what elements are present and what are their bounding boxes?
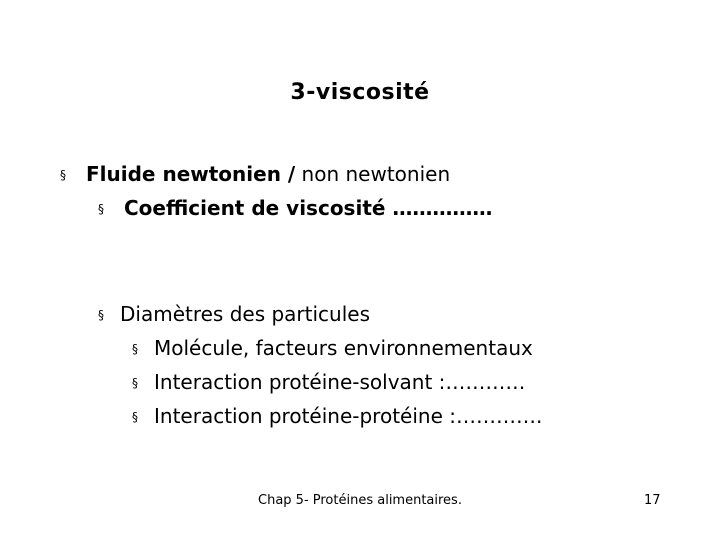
bullet-item-bold-text: Coefficient de viscosité …………… [124, 196, 493, 220]
bullet-item-text: non newtonien [295, 162, 451, 186]
bullet-item-coefficient [98, 196, 492, 223]
bullet-item-interaction-solvant [132, 370, 525, 397]
bullet-icon: § [132, 376, 138, 390]
slide-title: 3-viscosité [290, 80, 430, 105]
bullet-item-text: Interaction protéine-solvant :………… [154, 370, 526, 394]
bullet-item-diametres [98, 302, 370, 329]
bullet-item-bold-text: Fluide newtonien / [86, 162, 296, 186]
bullet-icon: § [132, 342, 138, 356]
bullet-icon: § [60, 168, 66, 182]
bullet-item-text: Diamètres des particules [120, 302, 371, 326]
bullet-icon: § [132, 410, 138, 424]
bullet-item-text: Molécule, facteurs environnementaux [154, 336, 533, 360]
page-number: 17 [644, 493, 661, 508]
bullet-item-interaction-proteine [132, 404, 542, 431]
footer-caption: Chap 5- Protéines alimentaires. [258, 493, 462, 508]
bullet-item-molecule [132, 336, 533, 363]
bullet-icon: § [98, 202, 104, 216]
bullet-item-text: Interaction protéine-protéine :…………. [154, 404, 543, 428]
bullet-icon: § [98, 308, 104, 322]
bullet-item-fluide [60, 162, 450, 189]
